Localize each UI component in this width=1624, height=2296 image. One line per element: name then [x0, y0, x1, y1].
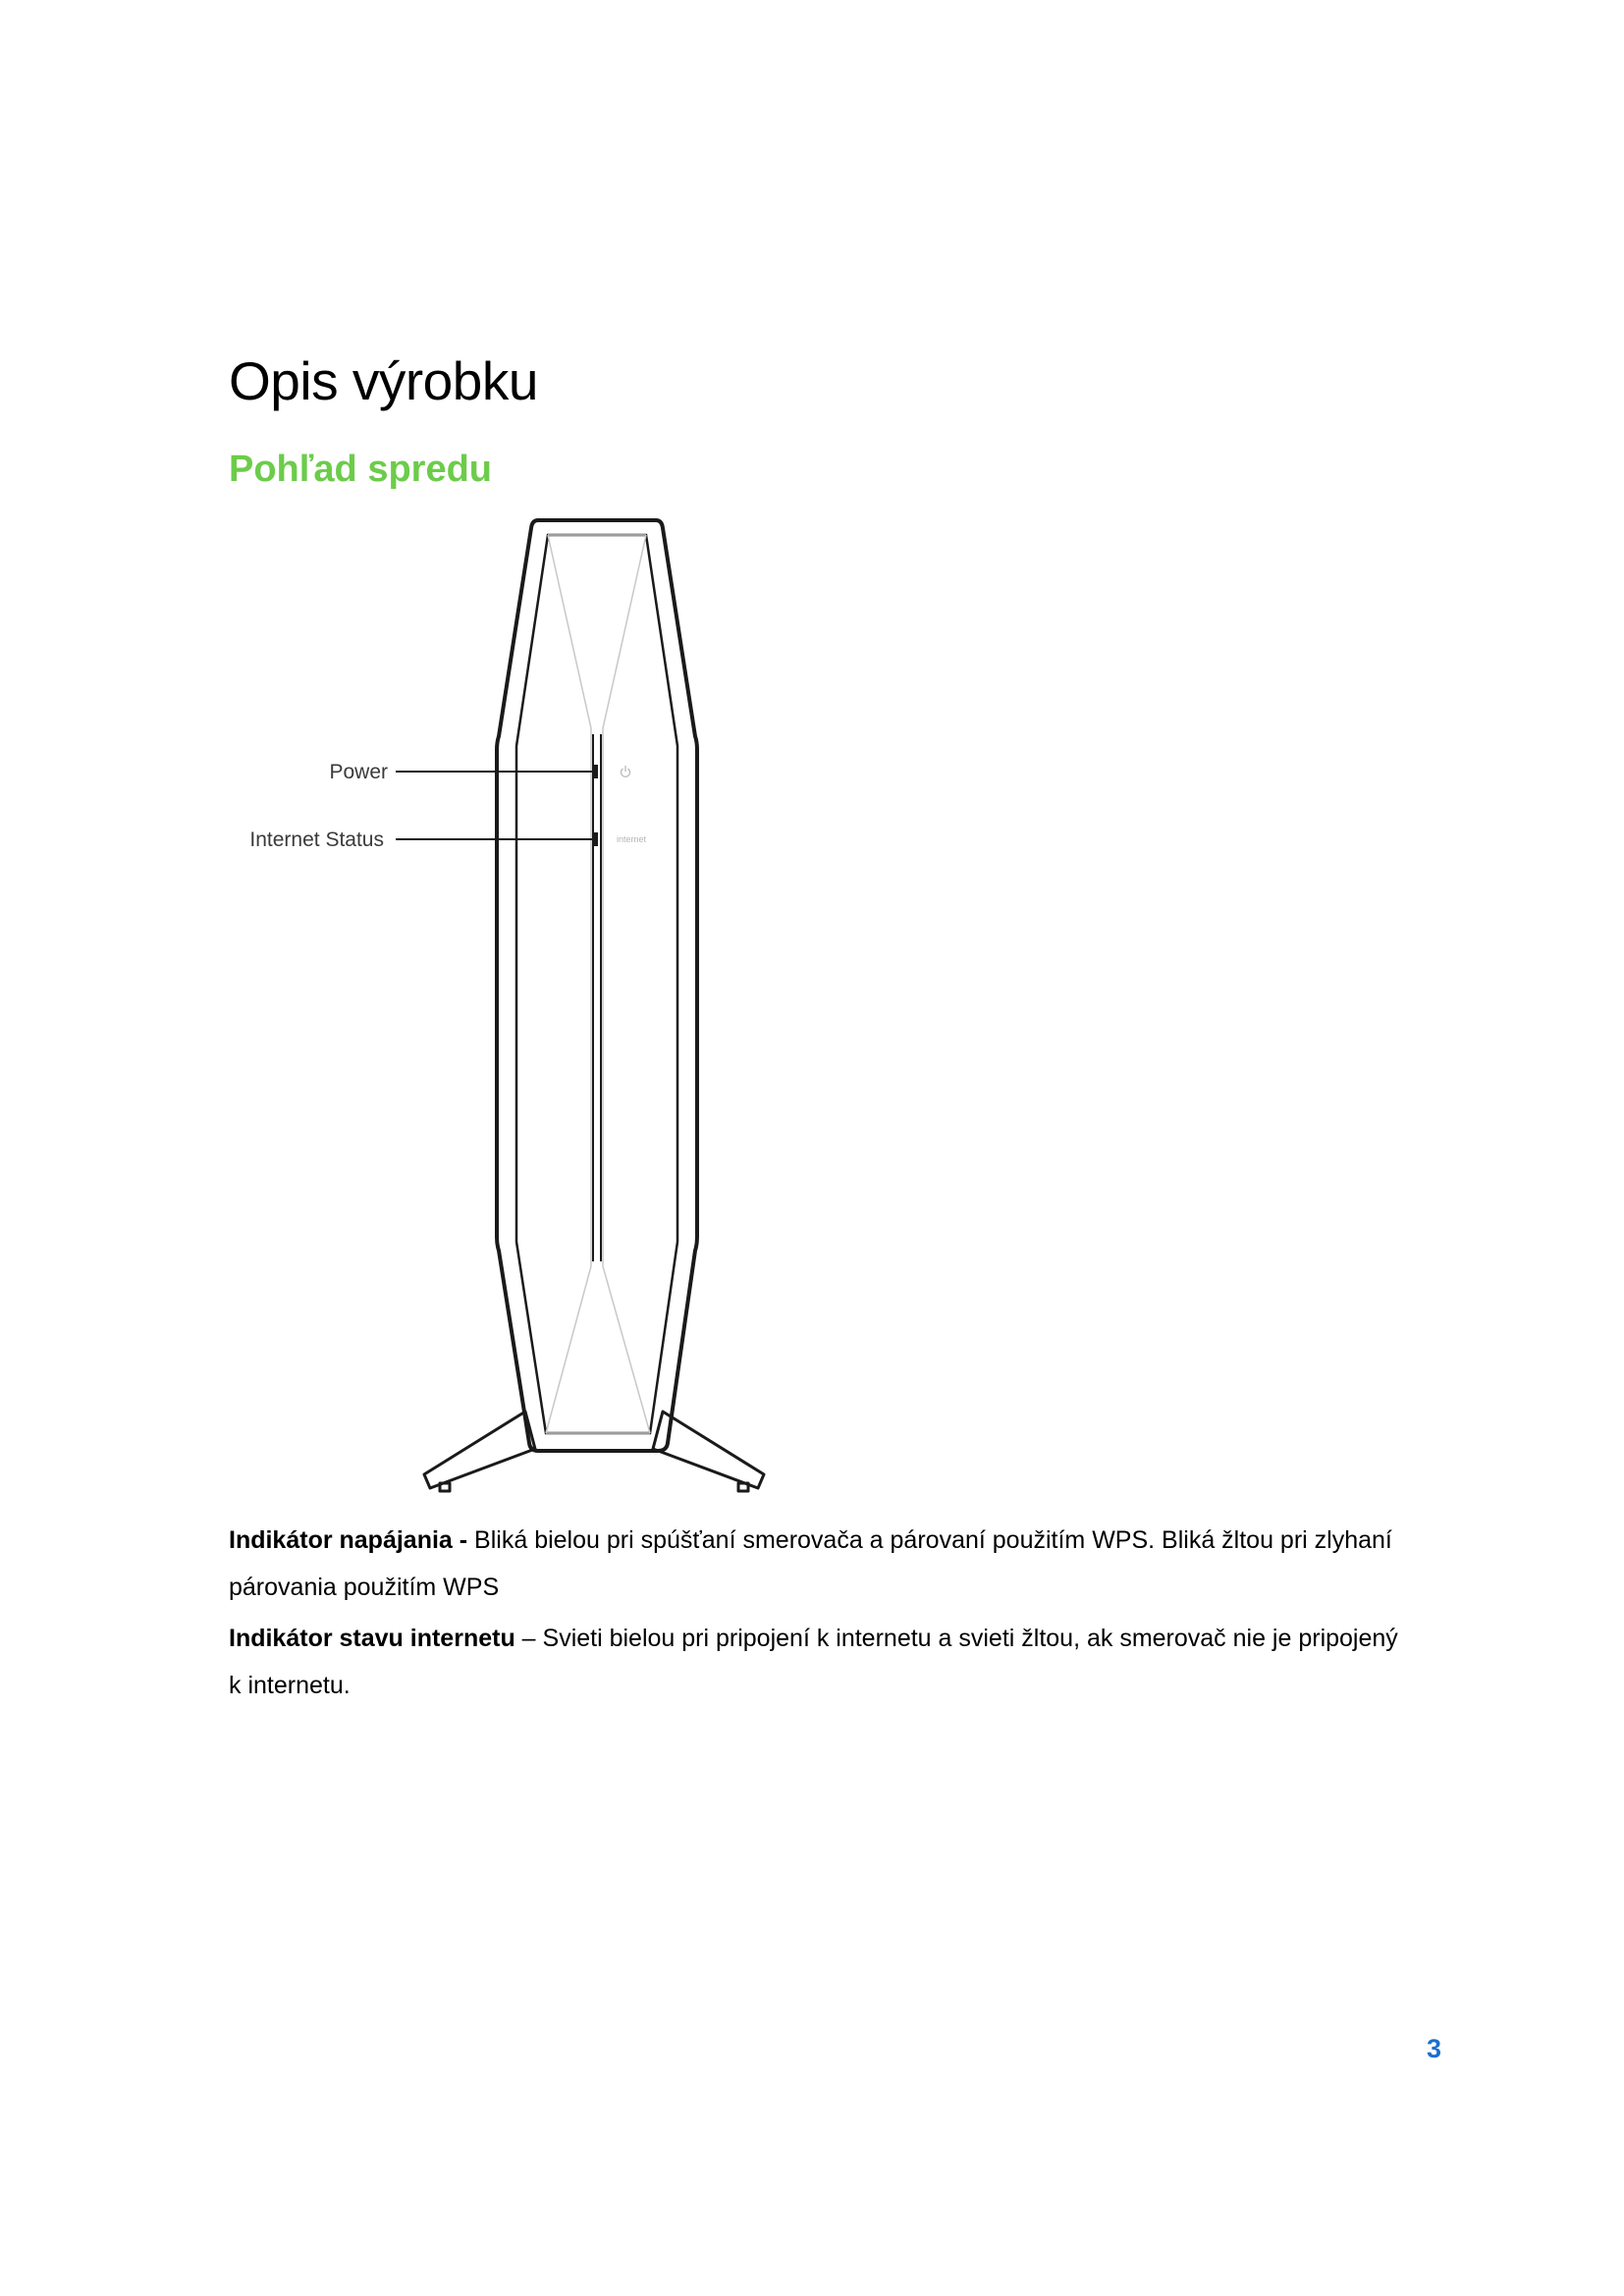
- internet-indicator-text: – Svieti bielou pri pripojení k internetu a svieti žltou, ak smerovač nie je pripojený k internetu.: [229, 1625, 1398, 1699]
- power-led: [593, 765, 598, 778]
- power-symbol-icon: [621, 766, 629, 776]
- power-indicator-description: [229, 1517, 1407, 1611]
- section-title: Pohľad spredu: [229, 449, 493, 490]
- page-title: Opis výrobku: [229, 350, 538, 411]
- internet-indicator-term: Indikátor stavu internetu: [229, 1625, 515, 1652]
- power-indicator-text: Bliká bielou pri spúšťaní smerovača a párovaní použitím WPS. Bliká žltou pri zlyhaní párovania použitím WPS: [229, 1526, 1392, 1601]
- router-facet-lines: [546, 535, 650, 1433]
- callout-power-label: Power: [329, 761, 388, 783]
- internet-led: [593, 832, 598, 846]
- callout-lines: [396, 772, 593, 839]
- router-inner-body: [516, 535, 677, 1433]
- router-center-strip: [593, 734, 601, 1261]
- power-indicator-term: Indikátor napájania -: [229, 1526, 468, 1554]
- internet-indicator-description: [229, 1615, 1407, 1709]
- device-internet-label: internet: [617, 834, 647, 844]
- callout-internet-status-label: Internet Status: [249, 828, 384, 851]
- page-number: 3: [1427, 2034, 1442, 2063]
